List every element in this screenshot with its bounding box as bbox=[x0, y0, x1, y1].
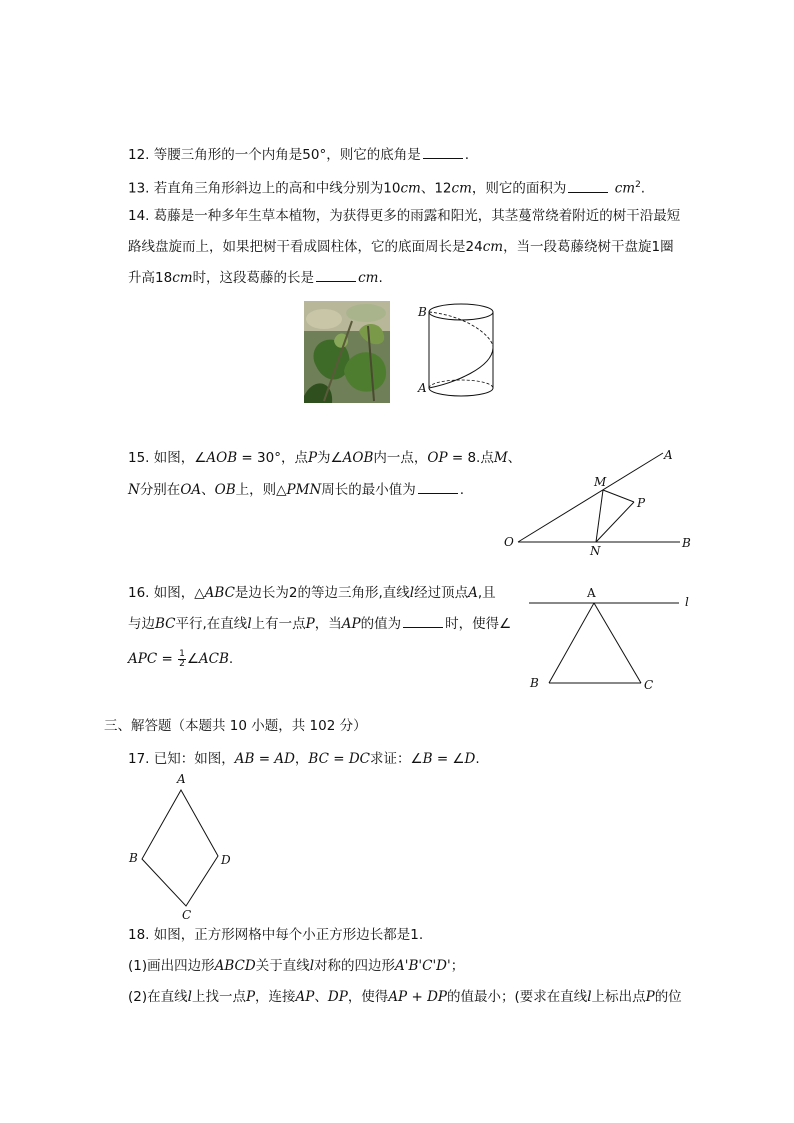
label-O: O bbox=[504, 535, 514, 549]
label-B: B bbox=[129, 851, 138, 865]
segment-PN bbox=[596, 502, 634, 542]
label-B: B bbox=[682, 536, 691, 550]
question-14-line-2: 路线盘旋而上，如果把树干看成圆柱体，它的底面周长是24cm，当一段葛藤绕树干盘旋1圈 bbox=[128, 239, 674, 255]
label-M: M bbox=[594, 475, 607, 489]
answer-blank bbox=[403, 615, 443, 628]
angle-figure bbox=[500, 445, 700, 560]
kite-figure bbox=[125, 770, 240, 922]
label-P: P bbox=[637, 496, 646, 510]
side-AB bbox=[549, 603, 594, 683]
question-12: 12. 等腰三角形的一个内角是50°，则它的底角是 . bbox=[128, 147, 469, 163]
question-17: 17. 已知：如图，AB = AD，BC = DC求证：∠B = ∠D. bbox=[128, 751, 480, 767]
cylinder-bottom bbox=[429, 388, 493, 396]
cylinder-figure bbox=[414, 298, 504, 408]
side-AC bbox=[594, 603, 641, 683]
label-C: C bbox=[644, 678, 654, 692]
question-16-line-1: 16. 如图，△ABC是边长为2的等边三角形,直线l经过顶点A,且 bbox=[128, 585, 496, 601]
label-A: A bbox=[664, 448, 673, 462]
answer-blank bbox=[418, 481, 458, 494]
cylinder-bottom-back bbox=[429, 380, 493, 388]
section-3-heading: 三、解答题（本题共 10 小题，共 102 分） bbox=[104, 718, 367, 734]
question-15-line-1: 15. 如图，∠AOB = 30°，点P为∠AOB内一点，OP = 8.点M、 bbox=[128, 450, 522, 466]
answer-blank bbox=[316, 269, 356, 282]
cylinder-top bbox=[429, 304, 493, 320]
vine-photo bbox=[304, 301, 390, 403]
label-B: B bbox=[530, 676, 539, 690]
question-18-line-2: (1)画出四边形ABCD关于直线l对称的四边形A'B'C'D'； bbox=[128, 958, 465, 974]
answer-blank bbox=[568, 180, 608, 193]
label-A: A bbox=[587, 586, 596, 600]
question-15-line-2: N分别在OA、OB上，则△PMN周长的最小值为 . bbox=[128, 482, 465, 498]
label-C: C bbox=[182, 908, 192, 922]
label-l: l bbox=[685, 595, 689, 609]
fraction-one-half: $\frac{1}{2}$ bbox=[179, 648, 185, 669]
question-14-line-3: 升高18cm时，这段葛藤的长是 cm. bbox=[128, 270, 383, 286]
question-18-line-1: 18. 如图，正方形网格中每个小正方形边长都是1. bbox=[128, 927, 424, 943]
answer-blank bbox=[423, 146, 463, 159]
question-16-line-2: 与边BC平行,在直线l上有一点P，当AP的值为 时，使得∠ bbox=[128, 616, 512, 632]
quadrilateral-ABCD bbox=[142, 790, 218, 906]
segment-MP bbox=[603, 490, 634, 502]
question-14-line-1: 14. 葛藤是一种多年生草本植物，为获得更多的雨露和阳光，其茎蔓常绕着附近的树干沿最短 bbox=[128, 208, 681, 224]
segment-MN bbox=[596, 490, 603, 542]
triangle-figure bbox=[522, 582, 702, 692]
label-B: B bbox=[418, 305, 427, 319]
label-D: D bbox=[221, 853, 231, 867]
label-A: A bbox=[418, 381, 427, 395]
question-16-line-3: APC = $\frac{1}{2}$ ∠ACB. bbox=[128, 648, 234, 669]
vine-photo-image bbox=[304, 301, 390, 403]
label-A: A bbox=[177, 772, 186, 786]
label-N: N bbox=[590, 544, 601, 558]
question-18-line-3: (2)在直线l上找一点P，连接AP、DP，使得AP + DP的值最小；(要求在直线l上标出点P的位 bbox=[128, 989, 682, 1005]
question-13: 13. 若直角三角形斜边上的高和中线分别为10cm、12cm，则它的面积为 $cm^2$. bbox=[128, 180, 646, 197]
